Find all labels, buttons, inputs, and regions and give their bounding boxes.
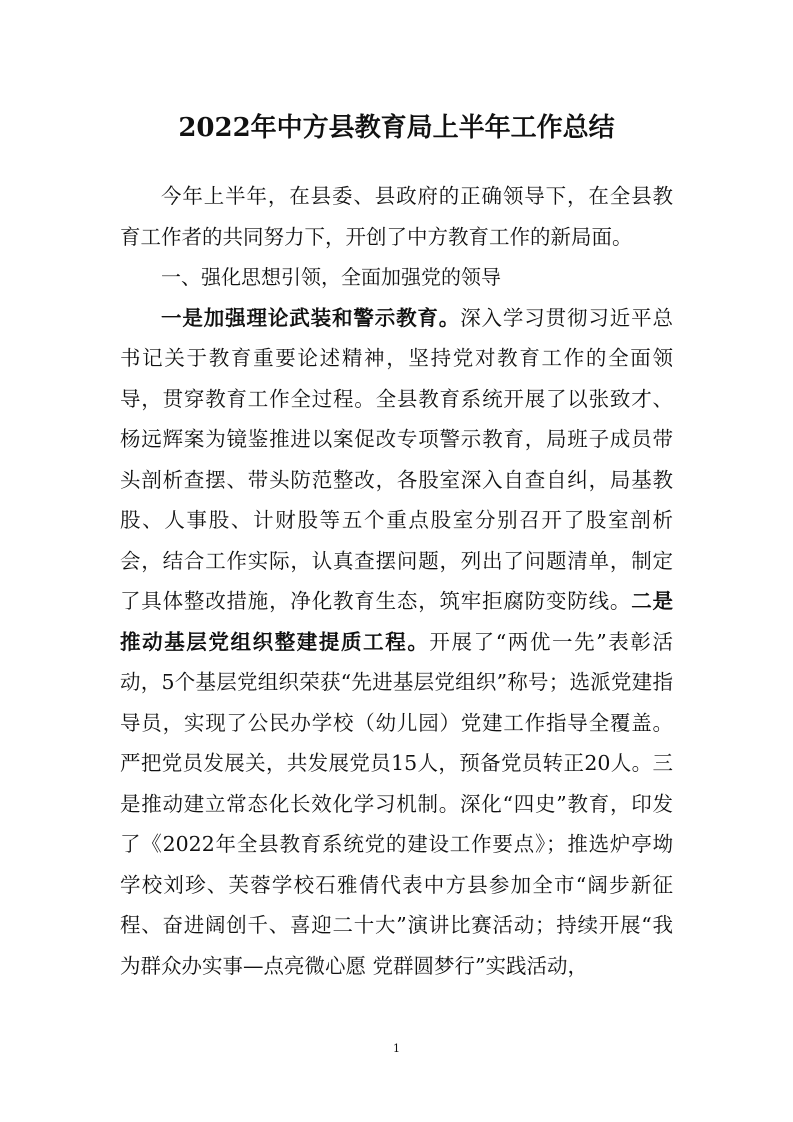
bold-lead-2: 二是推动基层党组织整建提质工程。 <box>120 589 674 654</box>
document-body <box>120 176 673 986</box>
intro-paragraph: 今年上半年，在县委、县政府的正确领导下，在全县教育工作者的共同努力下，开创了中方教育工作的新局面。 <box>120 184 673 249</box>
paragraph-text-1: 深入学习贯彻习近平总书记关于教育重要论述精神，坚持党对教育工作的全面领导，贯穿教育工作全过程。全县教育系统开展了以张致才、杨远辉案为镜鉴推进以案促改专项警示教育，局班子成员带头剖析查摆、带头防范整改，各股室深入自查自纠，局基教股、人事股、计财股等五个重点股室分别召开了股室剖析会，结合工作实际，认真查摆问题，列出了问题清单，制定了具体整改措施，净化教育生态，筑牢拒腐防变防线。 <box>120 305 674 613</box>
paragraph-text-2: 开展了“两优一先”表彰活动，5个基层党组织荣获“先进基层党组织”称号；选派党建指导员，实现了公民办学校（幼儿园）党建工作指导全覆盖。严把党员发展关，共发展党员15人，预备党员转正20人。三是推动建立常态化长效化学习机制。深化“四史”教育，印发了《2022年全县教育系统党的建设工作要点》；推选炉亭坳学校刘珍、芙蓉学校石雅倩代表中方县参加全市“阔步新征程、奋进阔创千、喜迎二十大”演讲比赛活动；持续开展“我为群众办实事—点亮微心愿 党群圆梦行”实践活动， <box>120 629 673 978</box>
body-paragraph <box>120 298 673 987</box>
bold-lead-1: 一是加强理论武装和警示教育。 <box>161 305 461 330</box>
document-title: 2022年中方县教育局上半年工作总结 <box>178 113 615 143</box>
section-heading: 一、强化思想引领，全面加强党的领导 <box>161 265 501 289</box>
page-number: 1 <box>393 1042 400 1055</box>
